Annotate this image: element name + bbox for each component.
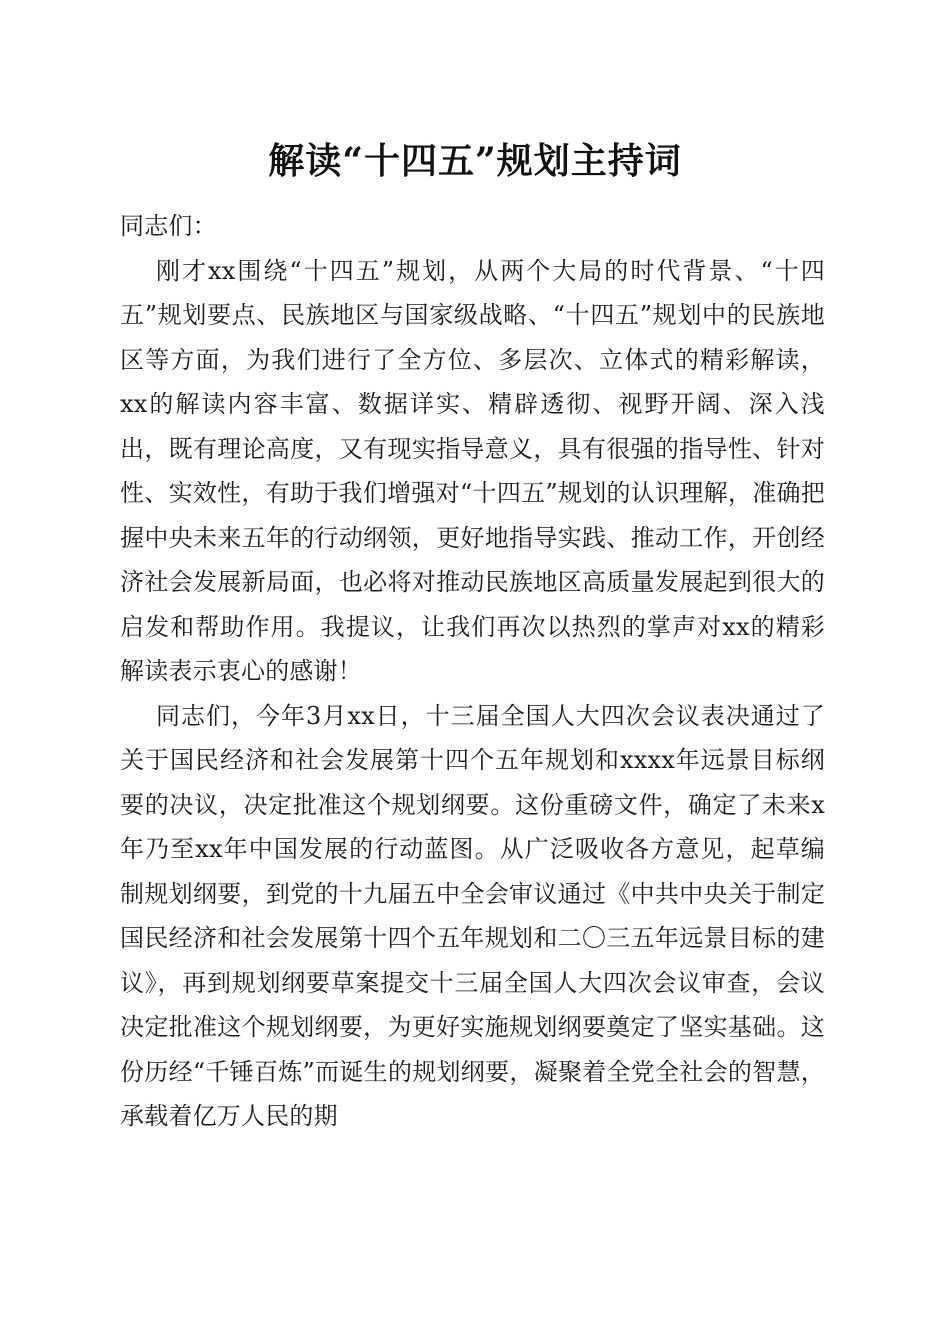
document-body xyxy=(120,204,825,1139)
paragraph-1: 刚才xx围绕“十四五”规划，从两个大局的时代背景、“十四五”规划要点、民族地区与国家级战略、“十四五”规划中的民族地区等方面，为我们进行了全方位、多层次、立体式的精彩解读，xx的解读内容丰富、数据详实、精辟透彻、视野开阔、深入浅出，既有理论高度，又有现实指导意义，具有很强的指导性、针对性、实效性，有助于我们增强对“十四五”规划的认识理解，准确把握中央未来五年的行动纲领，更好地指导实践、推动工作，开创经济社会发展新局面，也必将对推动民族地区高质量发展起到很大的启发和帮助作用。我提议，让我们再次以热烈的掌声对xx的精彩解读表示衷心的感谢！ xyxy=(120,256,825,685)
salutation: 同志们： xyxy=(120,212,217,240)
document-title: 解读“十四五”规划主持词 xyxy=(268,140,682,182)
paragraph-2: 同志们，今年3月xx日，十三届全国人大四次会议表决通过了关于国民经济和社会发展第十四个五年规划和xxxx年远景目标纲要的决议，决定批准这个规划纲要。这份重磅文件，确定了未来x年乃至xx年中国发展的行动蓝图。从广泛吸收各方意见，起草编制规划纲要，到党的十九届五中全会审议通过《中共中央关于制定国民经济和社会发展第十四个五年规划和二〇三五年远景目标的建议》，再到规划纲要草案提交十三届全国人大四次会议审查，会议决定批准这个规划纲要，为更好实施规划纲要奠定了坚实基础。这份历经“千锤百炼”而诞生的规划纲要，凝聚着全党全社会的智慧，承载着亿万人民的期 xyxy=(120,701,825,1130)
